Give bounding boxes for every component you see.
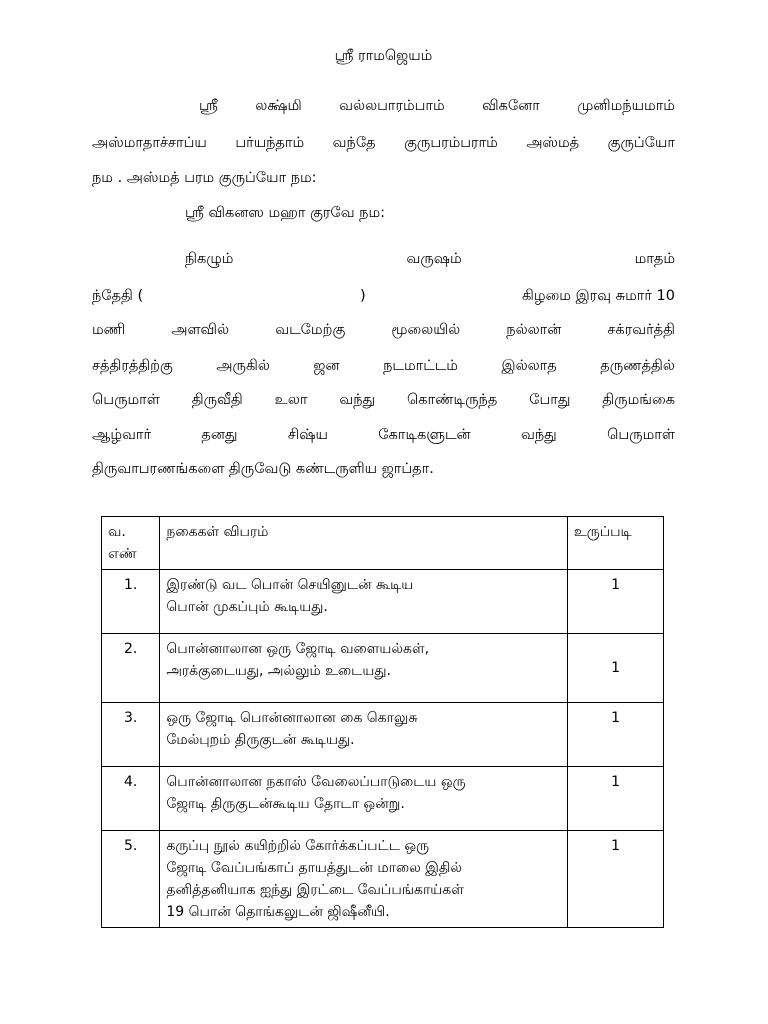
row-quantity [568, 634, 664, 703]
header-description: நகைகள் விபரம் [160, 517, 568, 570]
narrative-line-7: திருவாபரணங்களை திருவேடு கண்டருளிய ஜாப்தா. [92, 461, 434, 477]
table-row [102, 767, 664, 831]
narrative-line-2 [92, 286, 675, 306]
word: ஜன [313, 358, 340, 374]
row-description-line: பொன் முகப்பும் கூடியது. [166, 599, 328, 615]
word: அஸ்மத் [526, 135, 580, 151]
row-description [160, 831, 568, 928]
word: திருவீதி [191, 392, 243, 408]
row-description [160, 767, 568, 831]
word: ஸ்ரீ [199, 98, 218, 114]
row-description-line: அரக்குடையது, அல்லும் உடையது. [166, 663, 391, 679]
narrative-line-1 [185, 249, 675, 269]
word: வருஷம் [406, 251, 462, 267]
narrative-line-6 [92, 425, 675, 445]
row-description-line: ஜோடி திருகுடன்கூடிய தோடா ஒன்று. [166, 796, 405, 812]
word: நிகழும் [185, 251, 234, 267]
table-row [102, 570, 664, 634]
word: விகனோ [482, 98, 540, 114]
row-serial: 5. [102, 831, 160, 928]
word: அளவில் [171, 322, 230, 338]
header-serial-line-1: வ. [108, 524, 126, 540]
word: தனது [201, 427, 238, 443]
row-quantity: 1 [568, 767, 664, 831]
word: பர்யந்தாம் [235, 135, 305, 151]
word: முனிமந்யமாம் [577, 98, 675, 114]
word: குருபரம்பராம் [404, 135, 498, 151]
word: சிஷ்ய [287, 427, 328, 443]
table-row [102, 703, 664, 767]
word: வடமேற்கு [275, 322, 346, 338]
row-serial: 1. [102, 570, 160, 634]
invocation-line-2 [92, 133, 675, 153]
word: போது [529, 392, 571, 408]
word: அஸ்மாதாச்சாப்ய [92, 135, 207, 151]
row-description [160, 703, 568, 767]
invocation-line-4: ஸ்ரீ விகனஸ மஹா குரவே நம: [185, 205, 386, 221]
header-quantity: உருப்படி [568, 517, 664, 570]
row-description-line: 19 பொன் தொங்கலுடன் ஜிஷீனீயி. [166, 904, 390, 920]
word: உலா [274, 392, 308, 408]
header-serial-line-2: எண் [108, 546, 137, 562]
word: மாதம் [634, 251, 675, 267]
word: மணி [92, 322, 126, 338]
header-serial-number [102, 517, 160, 570]
row-description [160, 634, 568, 703]
row-description-line: தனித்தனியாக ஐந்து இரட்டை வேப்பங்காய்கள் [166, 882, 464, 898]
word: இல்லாத [501, 358, 557, 374]
word: சத்திரத்திற்கு [92, 358, 173, 374]
word: தருணத்தில் [600, 358, 675, 374]
row-description-line: பொன்னாலான நகாஸ் வேலைப்பாடுடைய ஒரு [166, 774, 466, 790]
row-quantity: 1 [568, 703, 664, 767]
row-description-line: மேல்புறம் திருகுடன் கூடியது. [166, 732, 355, 748]
word: நடமாட்டம் [383, 358, 458, 374]
row-serial: 4. [102, 767, 160, 831]
row-description-line: கருப்பு நூல் கயிற்றில் கோர்க்கப்பட்ட ஒரு [166, 838, 430, 854]
narrative-line-4 [92, 356, 675, 376]
row-description-line: இரண்டு வட பொன் செயினுடன் கூடிய [166, 577, 414, 593]
word: பெருமாள் [607, 427, 675, 443]
table-row [102, 634, 664, 703]
page-title: ஸ்ரீ ராமஜெயம் [334, 48, 433, 64]
word: கொண்டிருந்த [406, 392, 498, 408]
jewellery-table [101, 516, 664, 928]
table-header-row [102, 517, 664, 570]
time-text: கிழமை இரவு சுமார் 10 [522, 288, 675, 304]
row-description-line: பொன்னாலான ஒரு ஜோடி வளையல்கள், [166, 641, 430, 657]
word: நல்லான் [506, 322, 562, 338]
invocation-line-3: நம . அஸ்மத் பரம குருப்யோ நம: [92, 170, 317, 186]
row-quantity-value: 1 [611, 660, 620, 676]
word: வந்து [339, 392, 376, 408]
word: வல்லபாரம்பாம் [339, 98, 445, 114]
row-serial: 2. [102, 634, 160, 703]
row-description-line: ஜோடி வேப்பங்காப் தாயத்துடன் மாலை இதில் [166, 860, 462, 876]
date-paren-close: ) [360, 288, 366, 304]
date-prefix: ந்தேதி ( [92, 288, 144, 304]
word: லக்ஷ்மி [255, 98, 302, 114]
row-quantity: 1 [568, 570, 664, 634]
narrative-line-5 [92, 390, 675, 410]
word: சக்ரவர்த்தி [607, 322, 675, 338]
table-row [102, 831, 664, 928]
word: குருப்யோ [607, 135, 675, 151]
word: வந்தே [332, 135, 376, 151]
word: பெருமாள் [92, 392, 160, 408]
word: அருகில் [216, 358, 270, 374]
word: திருமங்கை [602, 392, 675, 408]
word: மூலையில் [391, 322, 461, 338]
row-serial: 3. [102, 703, 160, 767]
row-description [160, 570, 568, 634]
row-quantity: 1 [568, 831, 664, 928]
word: கோடிகளுடன் [378, 427, 471, 443]
word: ஆழ்வார் [92, 427, 152, 443]
invocation-line-1 [199, 96, 675, 116]
narrative-line-3 [92, 320, 675, 340]
row-description-line: ஒரு ஜோடி பொன்னாலான கை கொலுசு [166, 710, 418, 726]
word: வந்து [520, 427, 557, 443]
